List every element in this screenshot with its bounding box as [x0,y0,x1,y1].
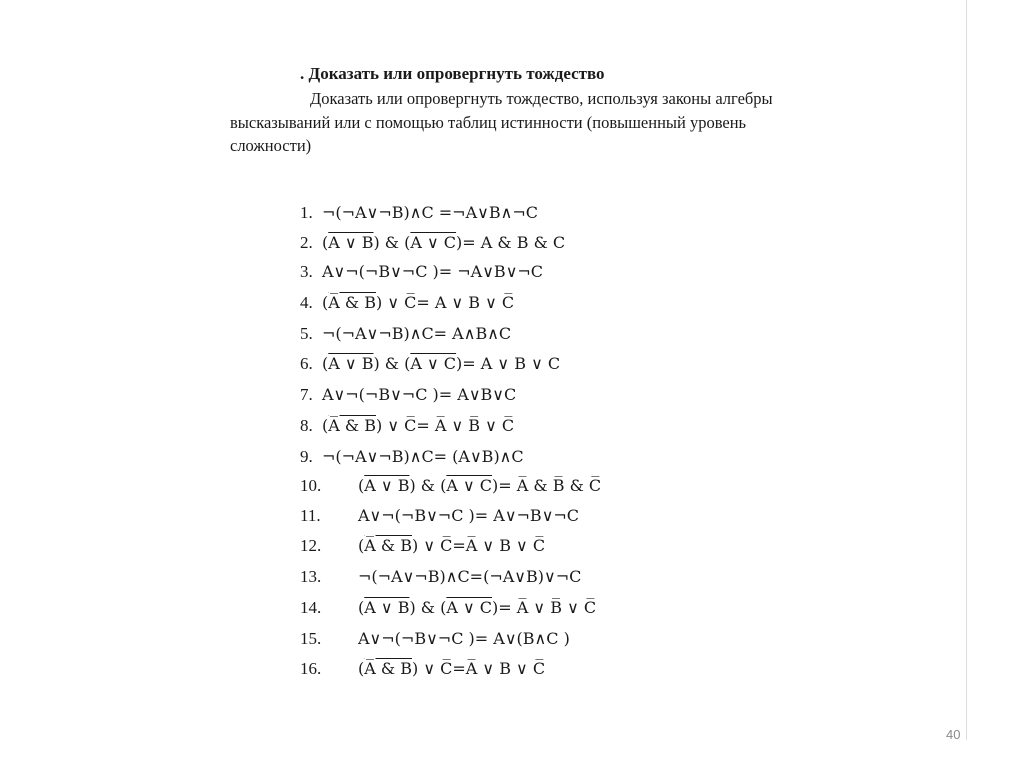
expression-part: )= A̅ & B̅ & C̅ [492,476,602,495]
identity-number: 12. [300,536,322,555]
identity-expression [322,293,514,312]
identity-expression [322,447,524,466]
expression-part: )= A & B & C [456,232,566,252]
identity-item [300,319,700,349]
identity-expression [322,354,560,373]
identity-number: 11. [300,505,321,525]
expression-part: ( [358,597,365,617]
expression-part: ) ∨ C̅=A̅ ∨ B ∨ C̅ [411,659,546,678]
identity-number: 13. [300,567,322,586]
identity-item [300,624,700,654]
expression-part: ( [358,536,365,555]
identity-expression [358,659,545,678]
identity-expression [358,598,596,617]
identity-expression [322,324,511,343]
identity-expression [322,203,538,222]
identity-number: 5. [300,323,313,343]
identity-item [300,530,700,562]
right-divider-line [966,0,967,740]
identity-item [300,471,700,501]
expression-part: ¬(¬A∨¬B)∧C=(¬A∨B)∨¬C [358,567,582,586]
expression-part: ) ∨ C̅= A ∨ B ∨ C̅ [375,292,515,312]
identity-expression [322,416,514,435]
negated-group: A̅ & B [328,292,376,312]
identity-number: 15. [300,628,322,648]
identity-number: 3. [300,262,313,281]
identity-item [300,287,700,319]
identity-item [300,442,700,472]
expression-part: ¬(¬A∨¬B)∧C =¬A∨B∧¬C [322,203,538,222]
identity-number: 6. [300,354,313,373]
negated-group: A ∨ C [446,597,493,617]
identity-expression [322,385,516,404]
identity-number: 9. [300,446,313,466]
identity-number: 7. [300,385,313,404]
negated-group: A̅ & B [364,659,412,678]
identity-list [300,198,700,685]
identity-expression [358,567,581,586]
expression-part: ) & ( [409,476,447,495]
expression-part: A∨¬(¬B∨¬C )= A∨B∨C [322,385,517,404]
expression-part: A∨¬(¬B∨¬C )= ¬A∨B∨¬C [322,262,544,281]
identity-expression [358,629,570,648]
identity-item [300,562,700,592]
identity-number: 2. [300,232,313,252]
negated-group: A ∨ C [410,232,457,252]
negated-group: A̅ & B [328,415,376,435]
identity-item [300,257,700,287]
identity-expression [358,476,601,495]
identity-expression [358,506,579,525]
expression-part: ( [358,476,365,495]
expression-part: ¬(¬A∨¬B)∧C= (A∨B)∧C [322,446,524,466]
identity-number: 8. [300,415,313,435]
expression-part: )= A ∨ B ∨ C [456,354,561,373]
expression-part: ) ∨ C̅=A̅ ∨ B ∨ C̅ [411,536,546,555]
expression-part: ( [322,415,329,435]
negated-group: A ∨ C [410,354,457,373]
expression-part: ( [322,292,329,312]
negated-group: A ∨ B [328,232,374,252]
identity-item [300,410,700,442]
negated-group: A ∨ C [446,476,493,495]
identity-item [300,501,700,531]
expression-part: ( [322,232,329,252]
negated-group: A ∨ B [328,354,374,373]
expression-part: ) ∨ C̅= A̅ ∨ B̅ ∨ C̅ [375,415,515,435]
identity-item [300,592,700,624]
identity-expression [322,262,543,281]
identity-item [300,380,700,410]
identity-item [300,348,700,380]
identity-number: 16. [300,659,322,678]
negated-group: A̅ & B [364,536,412,555]
expression-part: ) & ( [409,597,447,617]
task-description: Доказать или опровергнуть тождество, используя законы алгебры высказываний или с помощью таблиц истинности (повышенный уровень сложности) [230,89,773,155]
expression-part: ) & ( [373,354,411,373]
negated-group: A ∨ B [364,597,410,617]
expression-part: ( [322,354,329,373]
identity-number: 14. [300,597,322,617]
identity-item [300,198,700,228]
expression-part: A∨¬(¬B∨¬C )= A∨(B∧C ) [358,628,570,648]
expression-part: ¬(¬A∨¬B)∧C= A∧B∧C [322,323,512,343]
negated-group: A ∨ B [364,476,410,495]
page-number: 40 [946,727,961,742]
expression-part: ( [358,659,365,678]
expression-part: )= A̅ ∨ B̅ ∨ C̅ [492,597,597,617]
expression-part: A∨¬(¬B∨¬C )= A∨¬B∨¬C [358,505,580,525]
task-title: . Доказать или опровергнуть тождество [300,64,605,83]
identity-expression [322,233,565,252]
identity-expression [358,536,545,555]
identity-item [300,228,700,258]
identity-item [300,653,700,685]
expression-part: ) & ( [373,232,411,252]
identity-number: 1. [300,203,313,222]
identity-number: 10. [300,476,322,495]
identity-number: 4. [300,292,313,312]
